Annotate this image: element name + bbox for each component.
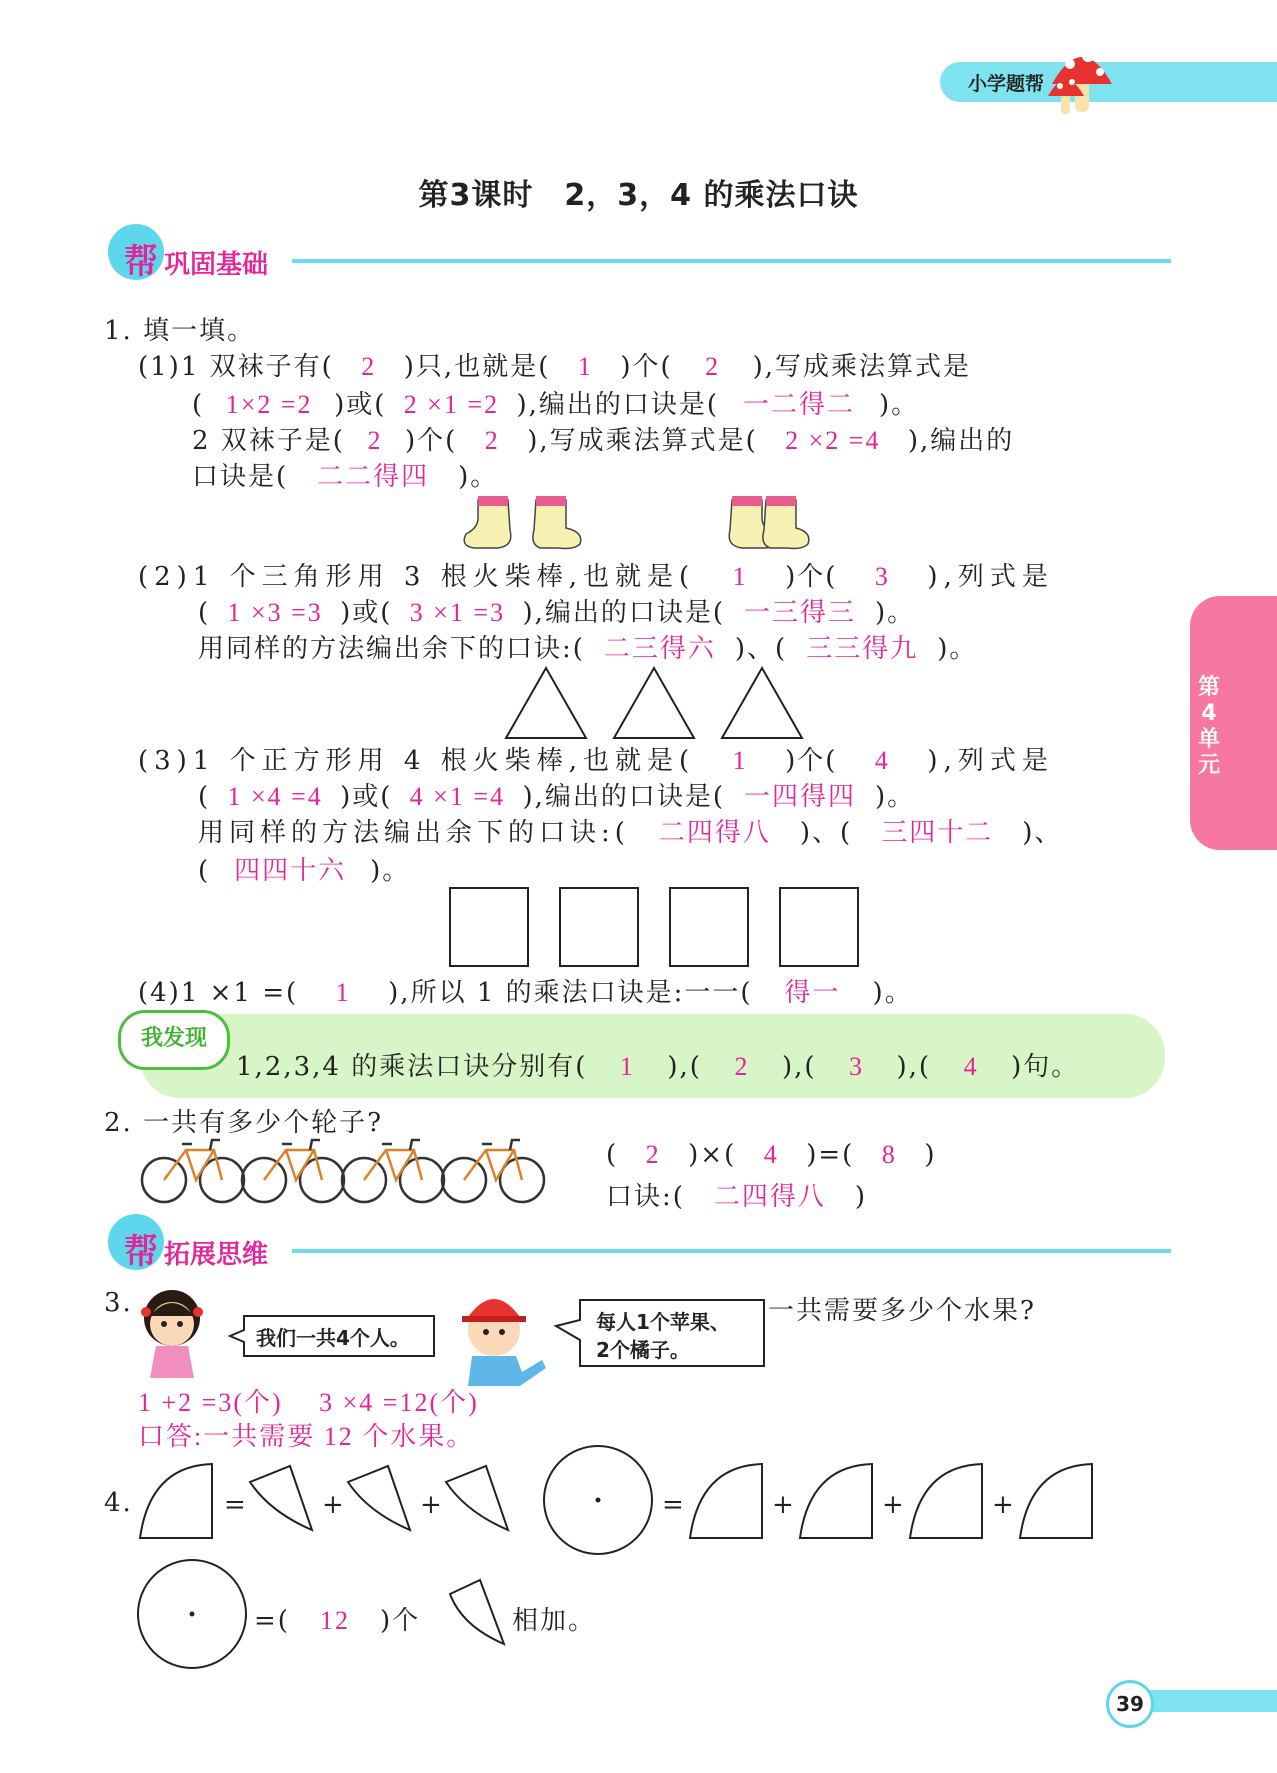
text: )或( — [334, 390, 387, 420]
answer: 1 — [732, 746, 748, 775]
quarter-circle-shape — [690, 1464, 762, 1538]
text: )=( — [806, 1140, 855, 1170]
text: ( — [192, 390, 205, 420]
text: ( — [606, 1140, 619, 1170]
text: )个( — [785, 562, 838, 592]
answer: 1 ×4 =4 — [227, 782, 323, 811]
answer: 8 — [881, 1140, 897, 1169]
sector-shape — [348, 1466, 410, 1530]
text: )。 — [875, 782, 916, 812]
answer: 1 — [732, 562, 748, 591]
text: ),编出的口诀是( — [516, 390, 720, 420]
answer: 1 ×3 =3 — [227, 598, 323, 627]
page-title: 第3课时 2，3，4 的乘法口诀 — [418, 178, 859, 213]
text: ) — [924, 1140, 937, 1170]
section-bang: 帮 — [124, 1232, 158, 1272]
answer: 二四得八 — [658, 818, 771, 847]
text: )×( — [688, 1140, 737, 1170]
quarter-circle-shape — [1020, 1464, 1092, 1538]
answer: 2 — [367, 426, 383, 455]
answer: 四四十六 — [234, 856, 347, 885]
answer: 3 ×1 =3 — [409, 598, 506, 627]
answer: 1 — [619, 1052, 635, 1081]
text: (1)1 双袜子有( — [138, 352, 334, 382]
answer: 4 — [963, 1052, 979, 1081]
text: )个( — [785, 746, 838, 776]
q1-heading: 1. 填一填。 — [104, 316, 256, 346]
answer: 2 — [645, 1140, 661, 1169]
answer: 12 — [319, 1606, 350, 1635]
text: =( — [254, 1606, 290, 1636]
section-title: 巩固基础 — [164, 250, 269, 280]
text: ),编出的口诀是( — [522, 782, 726, 812]
text: 口诀:( — [606, 1182, 685, 1212]
text: ),写成乘法算式是( — [527, 426, 758, 456]
answer: 一四得四 — [744, 782, 857, 811]
q3-answer-calc: 1 +2 =3(个) 3 ×4 =12(个) — [138, 1388, 479, 1417]
equals-sign: = — [662, 1490, 686, 1520]
answer: 4 — [763, 1140, 779, 1169]
answer: 二四得八 — [713, 1182, 826, 1211]
text: )或( — [340, 598, 393, 628]
answer: 二二得四 — [317, 462, 430, 491]
text: ),列式是 — [927, 562, 1054, 592]
answer: 1 — [335, 978, 351, 1007]
q3-number: 3. — [104, 1288, 133, 1318]
answer: 1 — [577, 352, 593, 381]
plus-sign: + — [992, 1490, 1016, 1520]
answer: 4 — [874, 746, 890, 775]
circle-center-dot — [596, 1498, 601, 1503]
text: )个( — [620, 352, 673, 382]
text: ),( — [781, 1052, 817, 1082]
text: 用同样的方法编出余下的口诀:( — [198, 818, 630, 848]
text: ),( — [667, 1052, 702, 1082]
section-title: 拓展思维 — [164, 1240, 269, 1270]
text: ),编出的 — [907, 426, 1015, 456]
text: )句。 — [1011, 1052, 1080, 1082]
answer: 一三得三 — [744, 598, 857, 627]
plus-sign: + — [882, 1490, 906, 1520]
text: (2)1 个三角形用 3 根火柴棒,也就是( — [138, 562, 696, 592]
text: )、( — [799, 818, 853, 848]
text: ),所以 1 的乘法口诀是:一一( — [388, 978, 753, 1008]
plus-sign: + — [322, 1490, 346, 1520]
equals-sign: = — [224, 1490, 248, 1520]
text: )。 — [458, 462, 499, 492]
sector-shape — [250, 1466, 312, 1530]
text: )。 — [875, 598, 916, 628]
plus-sign: + — [772, 1490, 796, 1520]
section-bang: 帮 — [124, 242, 158, 282]
text: 用同样的方法编出余下的口诀:( — [198, 634, 585, 664]
answer: 2 — [705, 352, 721, 381]
text: )。 — [937, 634, 978, 664]
text: 口诀是( — [192, 462, 289, 492]
answer: 2 — [484, 426, 500, 455]
answer: 3 — [849, 1052, 864, 1081]
answer: 二三得六 — [603, 634, 716, 663]
text: ( — [198, 856, 211, 886]
boy-speech-line2: 2个橘子。 — [596, 1338, 690, 1362]
quarter-circle-shape — [800, 1464, 872, 1538]
text: )。 — [872, 978, 913, 1008]
text: )。 — [879, 390, 920, 420]
q3-answer-text: 口答:一共需要 12 个水果。 — [138, 1422, 475, 1451]
answer: 三三得九 — [806, 634, 919, 663]
sector-shape — [450, 1580, 504, 1644]
answer: 得一 — [784, 978, 841, 1007]
text: )个 — [379, 1606, 421, 1636]
discovery-badge-label: 我发现 — [140, 1026, 207, 1051]
text: ),写成乘法算式是 — [752, 352, 972, 382]
answer: 一二得二 — [743, 390, 856, 419]
text: (3)1 个正方形用 4 根火柴棒,也就是( — [138, 746, 696, 776]
answer: 2 — [361, 352, 377, 381]
plus-sign: + — [420, 1490, 444, 1520]
text: )。 — [370, 856, 411, 886]
text: ( — [198, 782, 211, 812]
page-number: 39 — [1106, 1680, 1154, 1728]
sector-shape — [446, 1466, 508, 1530]
text: ),列式是 — [927, 746, 1054, 776]
text: ( — [198, 598, 211, 628]
unit-tab-label: 第4单元 — [1197, 675, 1220, 778]
answer: 3 — [874, 562, 890, 591]
text: ) — [854, 1182, 868, 1212]
q4-line2 — [254, 1600, 420, 1637]
girl-speech: 我们一共4个人。 — [256, 1326, 410, 1350]
text: 2 双袜子是( — [192, 426, 345, 456]
brand-label: 小学题帮 — [968, 73, 1045, 95]
circle-center-dot — [190, 1612, 195, 1617]
text: ),( — [896, 1052, 932, 1082]
text: )、( — [734, 634, 788, 664]
quarter-circle-shape — [910, 1464, 982, 1538]
text: )个( — [404, 426, 458, 456]
text: 1,2,3,4 的乘法口诀分别有( — [236, 1052, 588, 1082]
q2-heading: 2. 一共有多少个轮子? — [104, 1108, 384, 1138]
q4-line2-end: 相加。 — [512, 1606, 597, 1636]
text: (4)1 ×1 =( — [138, 978, 299, 1008]
answer: 2 ×1 =2 — [403, 390, 500, 419]
answer: 2 — [734, 1052, 750, 1081]
q3-question: 一共需要多少个水果? — [768, 1296, 1036, 1326]
answer: 2 ×2 =4 — [785, 426, 881, 455]
text: )或( — [340, 782, 393, 812]
answer: 1×2 =2 — [225, 390, 313, 419]
q4-number: 4. — [104, 1488, 133, 1518]
quarter-circle-shape — [140, 1464, 212, 1538]
answer: 4 ×1 =4 — [409, 782, 506, 811]
text: )、 — [1022, 818, 1063, 848]
answer: 三四十二 — [881, 818, 994, 847]
text: ),编出的口诀是( — [522, 598, 726, 628]
boy-speech-line1: 每人1个苹果、 — [596, 1310, 730, 1334]
text: )只,也就是( — [403, 352, 551, 382]
